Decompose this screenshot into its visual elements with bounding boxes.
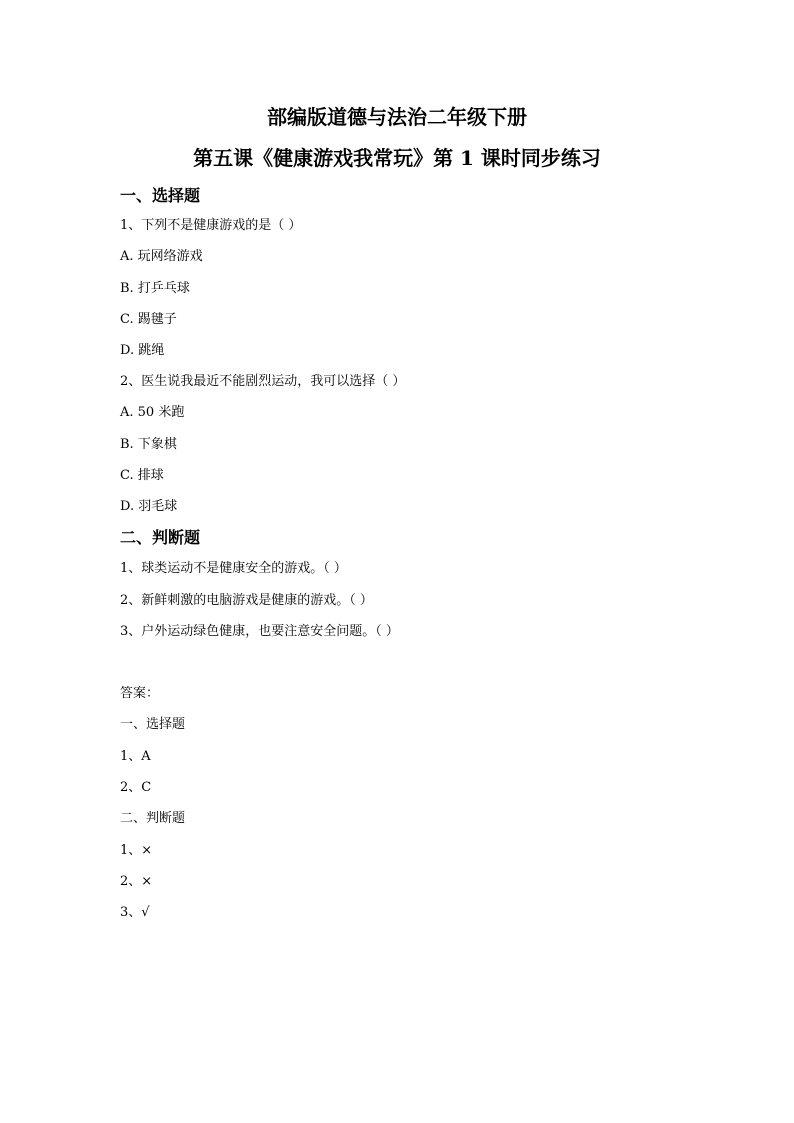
section-heading-judge: 二、判断题 [120, 528, 201, 547]
question-1-stem: 1、下列不是健康游戏的是（ ） [120, 218, 302, 233]
section-heading-choice: 一、选择题 [120, 186, 201, 205]
question-2-option-a: A. 50 米跑 [120, 405, 185, 420]
question-1-option-c: C. 踢毽子 [120, 312, 177, 327]
answers-section-2-heading: 二、判断题 [120, 811, 186, 826]
answer-judge-1: 1、× [120, 843, 153, 858]
judge-item-2: 2、新鲜刺激的电脑游戏是健康的游戏。（ ） [120, 593, 373, 608]
answers-label: 答案： [120, 686, 160, 701]
question-1-option-a: A. 玩网络游戏 [120, 249, 203, 264]
question-2-option-c: C. 排球 [120, 468, 164, 483]
question-2-option-b: B. 下象棋 [120, 437, 177, 452]
question-2-stem: 2、医生说我最近不能剧烈运动，我可以选择（ ） [120, 374, 406, 389]
question-1-option-d: D. 跳绳 [120, 343, 165, 358]
answer-choice-1: 1、A [120, 749, 151, 764]
question-1-option-b: B. 打乒乓球 [120, 281, 190, 296]
document-title: 部编版道德与法治二年级下册 [267, 105, 527, 129]
document-subtitle: 第五课《健康游戏我常玩》第 1 课时同步练习 [193, 146, 601, 170]
question-2-option-d: D. 羽毛球 [120, 499, 178, 514]
answer-judge-3: 3、√ [120, 905, 150, 920]
judge-item-3: 3、户外运动绿色健康，也要注意安全问题。（ ） [120, 624, 399, 639]
answer-choice-2: 2、C [120, 780, 152, 795]
judge-item-1: 1、球类运动不是健康安全的游戏。（ ） [120, 561, 347, 576]
answer-judge-2: 2、× [120, 874, 153, 889]
answers-section-1-heading: 一、选择题 [120, 717, 186, 732]
